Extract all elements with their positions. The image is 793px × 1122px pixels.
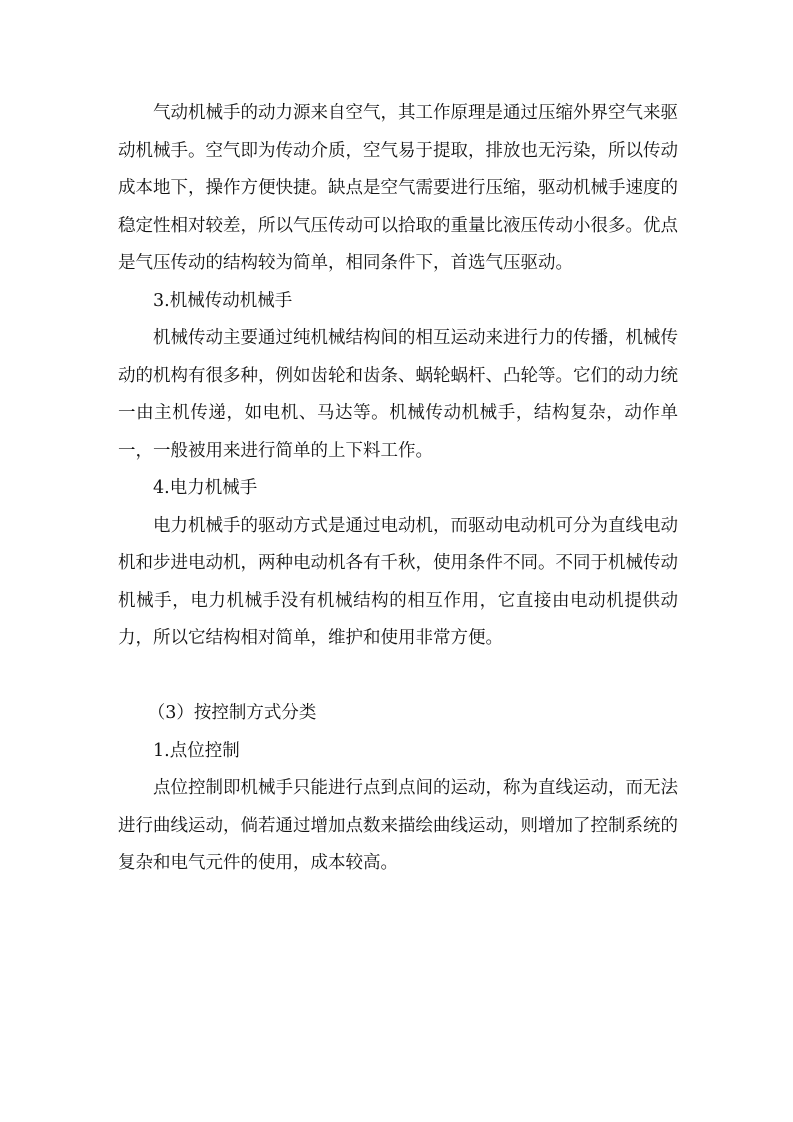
heading-mechanical-transmission: 3.机械传动机械手 (153, 290, 293, 311)
paragraph-electric-manipulator: 电力机械手的驱动方式是通过电动机，而驱动电动机可分为直线电动机和步进电动机，两种电动机各有千秋，使用条件不同。不同于机械传动机械手，电力机械手没有机械结构的相互作用，它直接由电动机提供动力，所以它结构相对简单，维护和使用非常方便。 (118, 515, 678, 648)
paragraph-pneumatic-manipulator: 气动机械手的动力源来自空气，其工作原理是通过压缩外界空气来驱动机械手。空气即为传动介质，空气易于提取，排放也无污染，所以传动成本地下，操作方便快捷。缺点是空气需要进行压缩，驱动机械手速度的稳定性相对较差，所以气压传动可以拾取的重量比液压传动小很多。优点是气压传动的结构较为简单，相同条件下，首选气压驱动。 (118, 103, 678, 273)
heading-electric-manipulator: 4.电力机械手 (153, 478, 258, 498)
paragraph-mechanical-transmission: 机械传动主要通过纯机械结构间的相互运动来进行力的传播，机械传动的机构有很多种，例如齿轮和齿条、蜗轮蜗杆、凸轮等。它们的动力统一由主机传递，如电机、马达等。机械传动机械手，结构复杂，动作单一，一般被用来进行简单的上下料工作。 (118, 328, 678, 461)
heading-point-control: 1.点位控制 (153, 740, 240, 761)
paragraph-point-control: 点位控制即机械手只能进行点到点间的运动，称为直线运动，而无法进行曲线运动，倘若通过增加点数来描绘曲线运动，则增加了控制系统的复杂和电气元件的使用，成本较高。 (118, 778, 678, 873)
section-heading-control-method: （3）按控制方式分类 (147, 703, 317, 723)
document-page (118, 95, 678, 883)
